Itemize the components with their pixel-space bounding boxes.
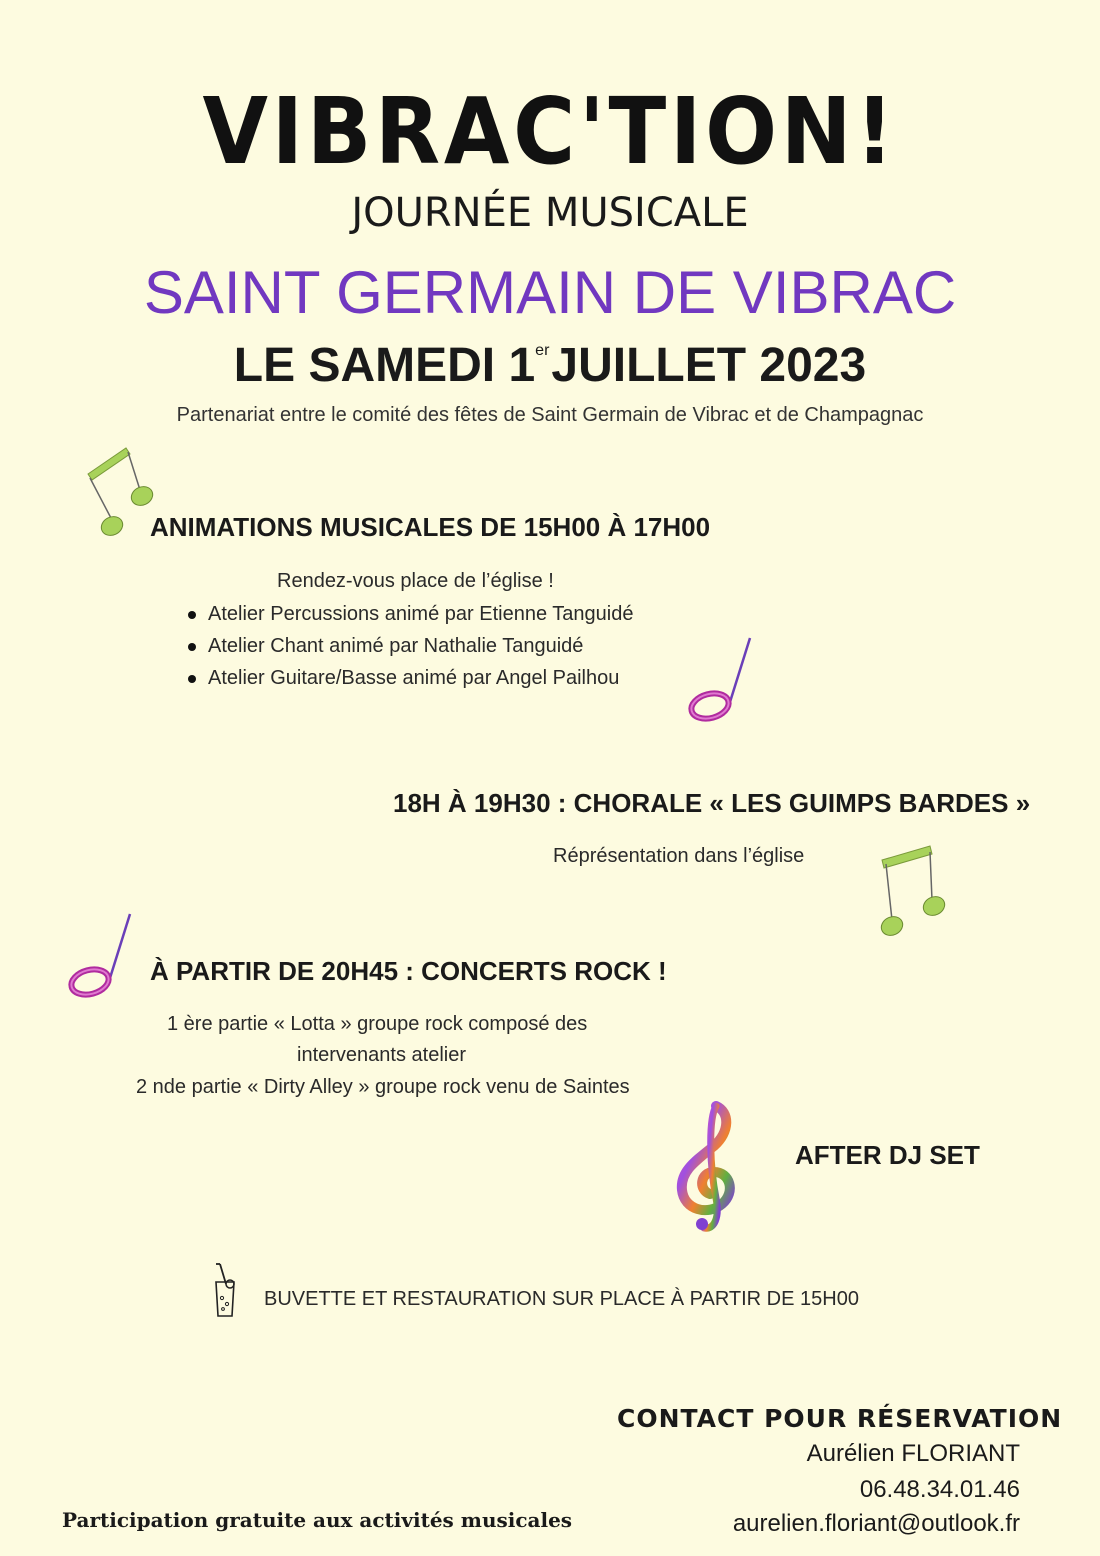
contact-phone[interactable]: 06.48.34.01.46 [859,1476,1020,1503]
list-item: Atelier Chant animé par Nathalie Tanguidé [188,632,633,664]
buvette-line: BUVETTE ET RESTAURATION SUR PLACE À PARTIR DE 15H00 [264,1288,859,1310]
contact-email[interactable]: aurelien.floriant@outlook.fr [732,1510,1020,1537]
after-dj-set: AFTER DJ SET [795,1140,980,1170]
concerts-heading: À PARTIR DE 20H45 : CONCERTS ROCK ! [150,956,667,986]
list-item: Atelier Guitare/Basse animé par Angel Pailhou [188,664,633,696]
half-note-icon [688,634,758,729]
footer-note: Participation gratuite aux activités musicales [62,1508,573,1532]
workshops-list [188,600,633,696]
list-item: Atelier Percussions animé par Etienne Tanguidé [188,600,633,632]
event-date-suffix: JUILLET 2023 [551,339,867,392]
choir-heading: 18H À 19H30 : CHORALE « LES GUIMPS BARDES » [393,788,1031,818]
event-town: SAINT GERMAIN DE VIBRAC [143,259,957,326]
event-date-ordinal: er [535,342,550,359]
half-note-icon [68,910,138,1005]
workshops-intro: Rendez-vous place de l’église ! [277,570,554,592]
event-subtitle: JOURNÉE MUSICALE [351,190,749,236]
treble-clef-icon [664,1098,759,1238]
concerts-line-1: 1 ère partie « Lotta » groupe rock composé des [167,1013,588,1035]
event-date-prefix: LE SAMEDI 1 [233,339,536,392]
concerts-line-2: intervenants atelier [297,1044,466,1066]
choir-note: Réprésentation dans l’église [553,845,805,867]
event-date [0,338,1100,393]
drink-glass-icon [210,1262,240,1318]
partnership-line: Partenariat entre le comité des fêtes de Saint Germain de Vibrac et de Champagnac [176,404,924,426]
workshops-heading: ANIMATIONS MUSICALES DE 15H00 À 17H00 [150,512,711,542]
beamed-eighth-notes-icon [872,840,952,945]
event-brand-title: VIBRAC'TION! [202,78,898,185]
concerts-line-3: 2 nde partie « Dirty Alley » groupe rock venu de Saintes [136,1076,630,1098]
contact-name: Aurélien FLORIANT [806,1440,1020,1467]
contact-heading: CONTACT POUR RÉSERVATION [617,1404,1063,1433]
